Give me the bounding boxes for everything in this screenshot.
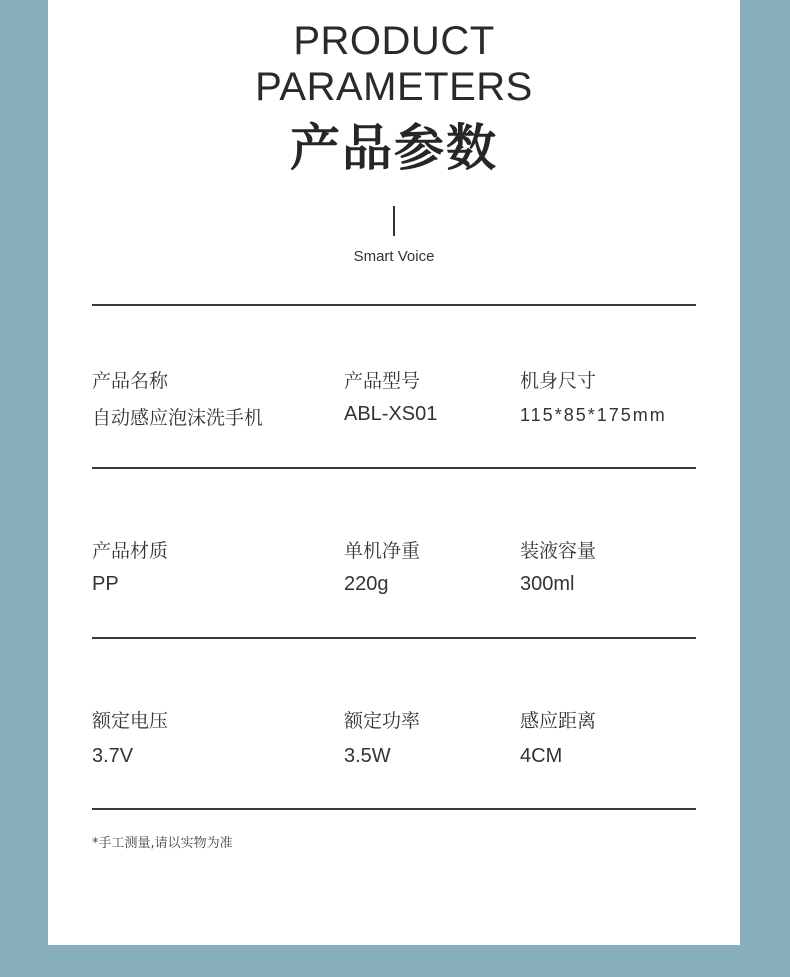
param-value: PP	[92, 573, 119, 595]
param-rated-power	[344, 706, 420, 768]
divider-line	[92, 304, 696, 306]
title-english-line2: PARAMETERS	[255, 65, 533, 109]
footnote: *手工测量,请以实物为准	[92, 836, 233, 851]
parameters-card	[48, 0, 740, 945]
param-net-weight	[344, 536, 420, 596]
vertical-divider	[393, 206, 395, 236]
param-label: 产品型号	[344, 370, 421, 392]
param-material	[92, 536, 168, 596]
param-value: 300ml	[520, 573, 575, 595]
param-model	[344, 366, 437, 426]
title-english-line1: PRODUCT	[293, 19, 495, 63]
param-value: 115*85*175mm	[520, 405, 667, 425]
param-label: 产品材质	[92, 540, 169, 562]
param-rated-voltage	[92, 706, 168, 768]
divider-line	[92, 808, 696, 810]
param-label: 机身尺寸	[520, 370, 597, 392]
title-chinese: 产品参数	[290, 119, 498, 177]
divider-line	[92, 467, 696, 469]
param-capacity	[520, 536, 596, 596]
param-value: 4CM	[520, 745, 563, 767]
param-sensing-distance	[520, 706, 596, 768]
param-label: 感应距离	[520, 710, 597, 732]
param-value: 3.7V	[92, 745, 134, 767]
param-label: 单机净重	[344, 540, 421, 562]
param-value: ABL-XS01	[344, 403, 438, 425]
divider-line	[92, 637, 696, 639]
param-dimensions	[520, 366, 667, 426]
subtitle: Smart Voice	[353, 248, 435, 265]
param-label: 产品名称	[92, 370, 169, 392]
param-value: 3.5W	[344, 745, 391, 767]
param-label: 额定功率	[344, 710, 421, 732]
param-product-name	[92, 366, 263, 430]
param-value: 自动感应泡沫洗手机	[92, 407, 264, 429]
param-label: 装液容量	[520, 540, 597, 562]
param-value: 220g	[344, 573, 389, 595]
param-label: 额定电压	[92, 710, 169, 732]
